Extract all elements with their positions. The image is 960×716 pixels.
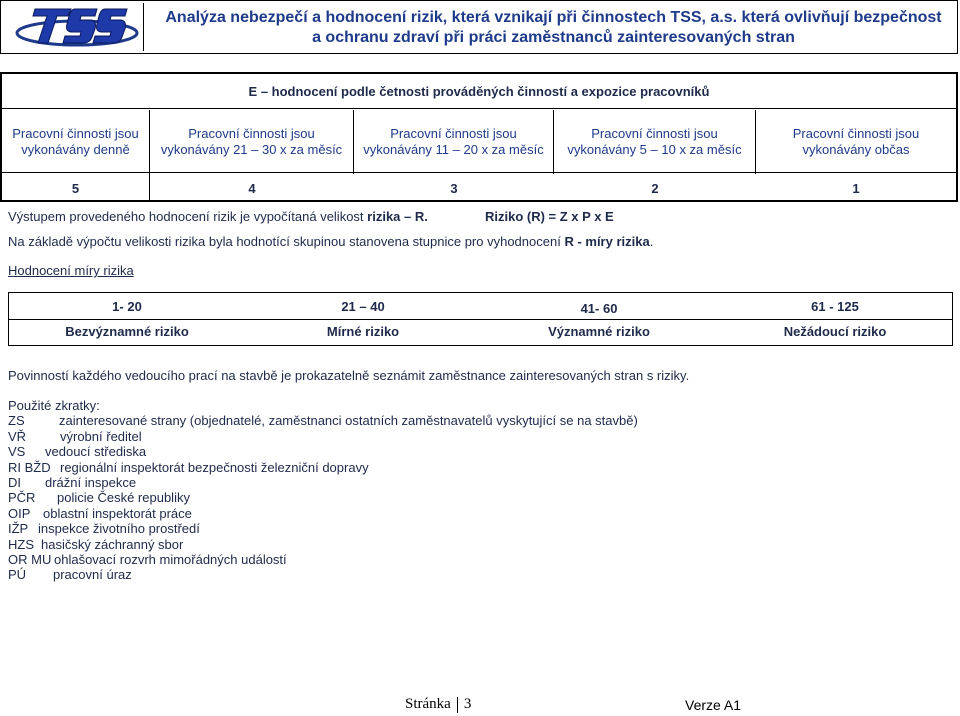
abbr-desc: vedoucí střediska bbox=[45, 444, 147, 460]
abbreviations-heading: Použité zkratky: bbox=[8, 398, 100, 413]
abbr-desc: ohlašovací rozvrh mimořádných událostí bbox=[54, 552, 287, 568]
footer-divider bbox=[457, 697, 458, 713]
frequency-cell: Pracovní činnosti jsou vykonávány denně bbox=[2, 110, 150, 174]
frequency-cell: Pracovní činnosti jsou vykonávány 11 – 20 x za měsíc bbox=[354, 110, 554, 174]
scale-suffix: . bbox=[649, 234, 654, 249]
document-title bbox=[151, 8, 956, 48]
risk-range: 1- 20 bbox=[112, 299, 142, 314]
abbr-code: PÚ bbox=[8, 567, 27, 583]
table-divider bbox=[9, 319, 952, 320]
abbr-code: VŘ bbox=[8, 428, 27, 444]
frequency-table-title: E – hodnocení podle četnosti prováděných činností a expozice pracovníků bbox=[248, 84, 710, 99]
risk-range: 61 - 125 bbox=[811, 299, 859, 314]
risk-scale-table bbox=[8, 292, 953, 346]
abbreviations-list bbox=[8, 398, 638, 583]
duty-paragraph: Povinností každého vedoucího prací na stavbě je prokazatelně seznámit zaměstnance zainteresovaných stran s riziky. bbox=[8, 368, 690, 383]
frequency-score: 2 bbox=[651, 180, 659, 196]
tss-logo bbox=[5, 3, 144, 51]
list-item bbox=[8, 429, 638, 444]
risk-label: Nežádoucí riziko bbox=[783, 324, 887, 339]
abbr-code: IŽP bbox=[8, 521, 29, 537]
abbr-desc: drážní inspekce bbox=[45, 475, 137, 491]
scale-bold: R - míry rizika bbox=[564, 234, 650, 249]
page-label: Stránka bbox=[405, 696, 451, 712]
abbr-code: RI BŽD bbox=[8, 459, 51, 475]
frequency-cell: Pracovní činnosti jsou vykonávány 21 – 30 x za měsíc bbox=[150, 110, 354, 174]
abbr-code: HZS bbox=[8, 536, 34, 552]
abbr-code: OIP bbox=[8, 505, 31, 521]
frequency-cell: Pracovní činnosti jsou vykonávány 5 – 10 x za měsíc bbox=[554, 110, 756, 174]
list-item bbox=[8, 444, 638, 459]
list-item bbox=[8, 413, 638, 428]
abbr-code: ZS bbox=[8, 413, 25, 429]
title-line-2: a ochranu zdraví při práci zaměstnanců zainteresovaných stran bbox=[312, 29, 795, 46]
page-number-value: 3 bbox=[463, 696, 472, 712]
abbr-desc: výrobní ředitel bbox=[60, 428, 142, 444]
frequency-cell: Pracovní činnosti jsou vykonávány občas bbox=[792, 126, 920, 157]
table-divider bbox=[2, 108, 956, 109]
abbr-code: PČR bbox=[8, 490, 36, 506]
list-item bbox=[8, 552, 638, 567]
page-number bbox=[405, 696, 471, 713]
frequency-table bbox=[0, 72, 958, 202]
abbr-code: OR MU bbox=[8, 552, 52, 568]
risk-range: 21 – 40 bbox=[341, 299, 385, 314]
list-item bbox=[8, 490, 638, 505]
frequency-score: 5 bbox=[2, 174, 150, 202]
list-item bbox=[8, 567, 638, 582]
scale-paragraph bbox=[8, 234, 653, 249]
output-bold: rizika – R. bbox=[367, 209, 428, 224]
output-paragraph bbox=[8, 209, 428, 224]
list-item bbox=[8, 506, 638, 521]
risk-label: Mírné riziko bbox=[326, 324, 400, 339]
abbr-code: VS bbox=[8, 444, 26, 460]
title-line-1: Analýza nebezpečí a hodnocení rizik, která vznikají při činnostech TSS, a.s. která ovlivňují bezpečnost bbox=[165, 9, 942, 26]
abbr-desc: pracovní úraz bbox=[53, 567, 132, 583]
abbr-desc: regionální inspektorát bezpečnosti železniční dopravy bbox=[60, 459, 369, 475]
output-text: Výstupem provedeného hodnocení rizik je vypočítaná velikost bbox=[8, 209, 368, 224]
version-label: Verze A1 bbox=[685, 697, 742, 713]
abbr-code: DI bbox=[8, 475, 21, 491]
frequency-score: 3 bbox=[450, 180, 458, 196]
abbr-desc: policie České republiky bbox=[57, 490, 190, 506]
abbr-desc: inspekce životního prostředí bbox=[38, 521, 200, 537]
abbr-desc: hasičský záchranný sbor bbox=[41, 536, 184, 552]
scale-text: Na základě výpočtu velikosti rizika byla hodnotící skupinou stanovena stupnice pro vyhodnocení bbox=[8, 234, 565, 249]
risk-label: Významné riziko bbox=[548, 324, 650, 339]
list-item bbox=[8, 460, 638, 475]
document-header bbox=[0, 0, 958, 54]
list-item bbox=[8, 521, 638, 536]
risk-formula: Riziko (R) = Z x P x E bbox=[485, 209, 614, 224]
risk-range: 41- 60 bbox=[580, 301, 618, 316]
risk-label: Bezvýznamné riziko bbox=[65, 324, 189, 339]
list-item bbox=[8, 475, 638, 490]
risk-heading: Hodnocení míry rizika bbox=[8, 263, 134, 278]
frequency-score: 4 bbox=[248, 180, 256, 196]
frequency-score: 1 bbox=[852, 180, 860, 196]
list-item bbox=[8, 537, 638, 552]
abbr-desc: zainteresované strany (objednatelé, zaměstnanci ostatních zaměstnavatelů vyskytující se na stavbě) bbox=[59, 413, 638, 429]
abbr-desc: oblastní inspektorát práce bbox=[43, 505, 192, 521]
